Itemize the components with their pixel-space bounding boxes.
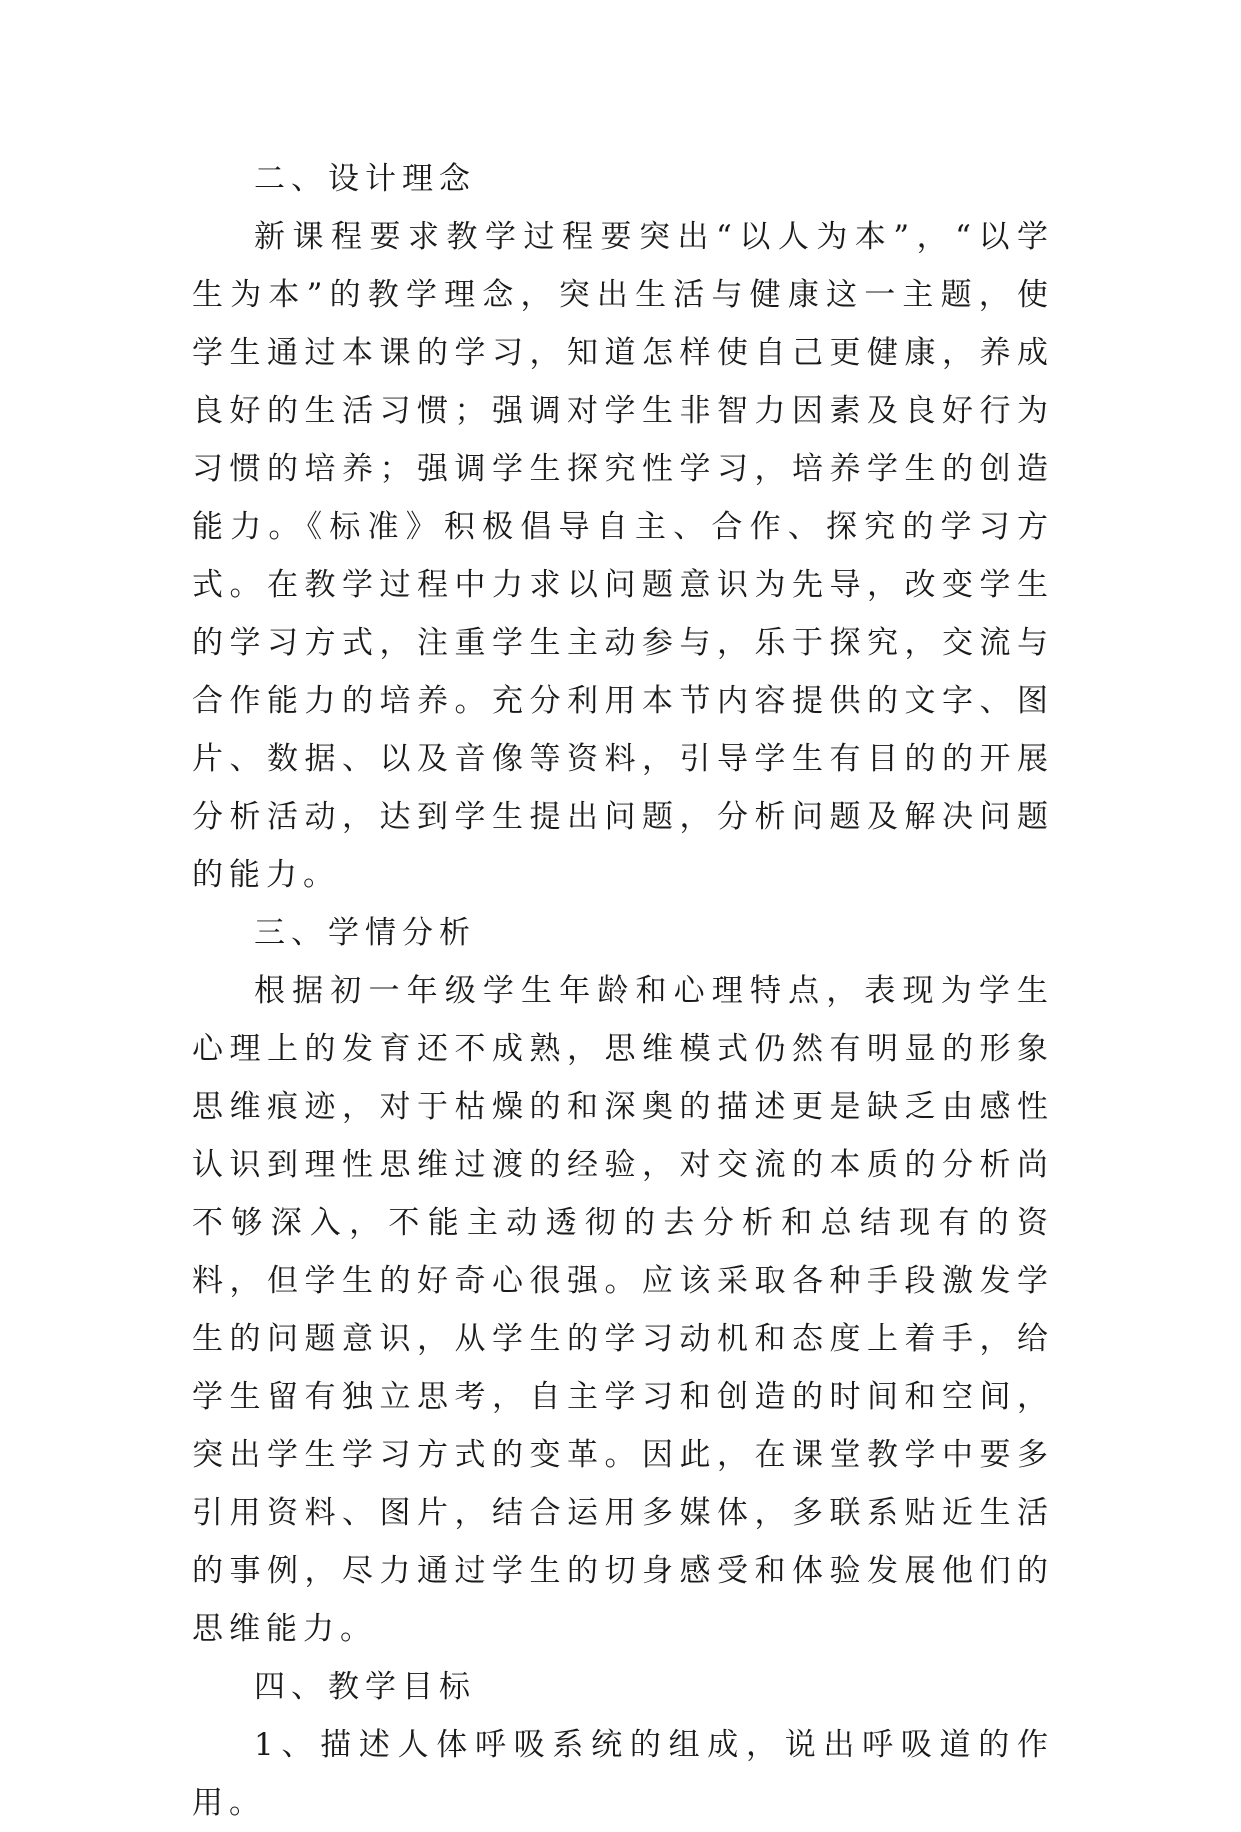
design-concept-heading: 二、设计理念: [254, 161, 476, 197]
student-analysis-heading: 三、学情分析: [254, 915, 476, 951]
design-concept-paragraph: 新课程要求教学过程要突出“以人为本”，“以学生为本”的教学理念，突出生活与健康这一主题，使学生通过本课的学习，知道怎样使自己更健康，养成良好的生活习惯；强调对学生非智力因素及良好行为习惯的培养；强调学生探究性学习，培养学生的创造能力。《标准》积极倡导自主、合作、探究的学习方式。在教学过程中力求以问题意识为先导，改变学生的学习方式，注重学生主动参与，乐于探究，交流与合作能力的培养。充分利用本节内容提供的文字、图片、数据、以及音像等资料，引导学生有目的的开展分析活动，达到学生提出问题，分析问题及解决问题的能力。: [192, 219, 1054, 893]
document-body: [192, 150, 1054, 1832]
student-analysis-paragraph: 根据初一年级学生年龄和心理特点，表现为学生心理上的发育还不成熟，思维模式仍然有明显的形象思维痕迹，对于枯燥的和深奥的描述更是缺乏由感性认识到理性思维过渡的经验，对交流的本质的分析尚不够深入，不能主动透彻的去分析和总结现有的资料，但学生的好奇心很强。应该采取各种手段激发学生的问题意识，从学生的学习动机和态度上着手，给学生留有独立思考，自主学习和创造的时间和空间，突出学生学习方式的变革。因此，在课堂教学中要多引用资料、图片，结合运用多媒体，多联系贴近生活的事例，尽力通过学生的切身感受和体验发展他们的思维能力。: [192, 973, 1054, 1647]
teaching-goals-heading: 四、教学目标: [254, 1669, 476, 1705]
teaching-goal-item: 1、描述人体呼吸系统的组成，说出呼吸道的作用。: [192, 1727, 1054, 1821]
